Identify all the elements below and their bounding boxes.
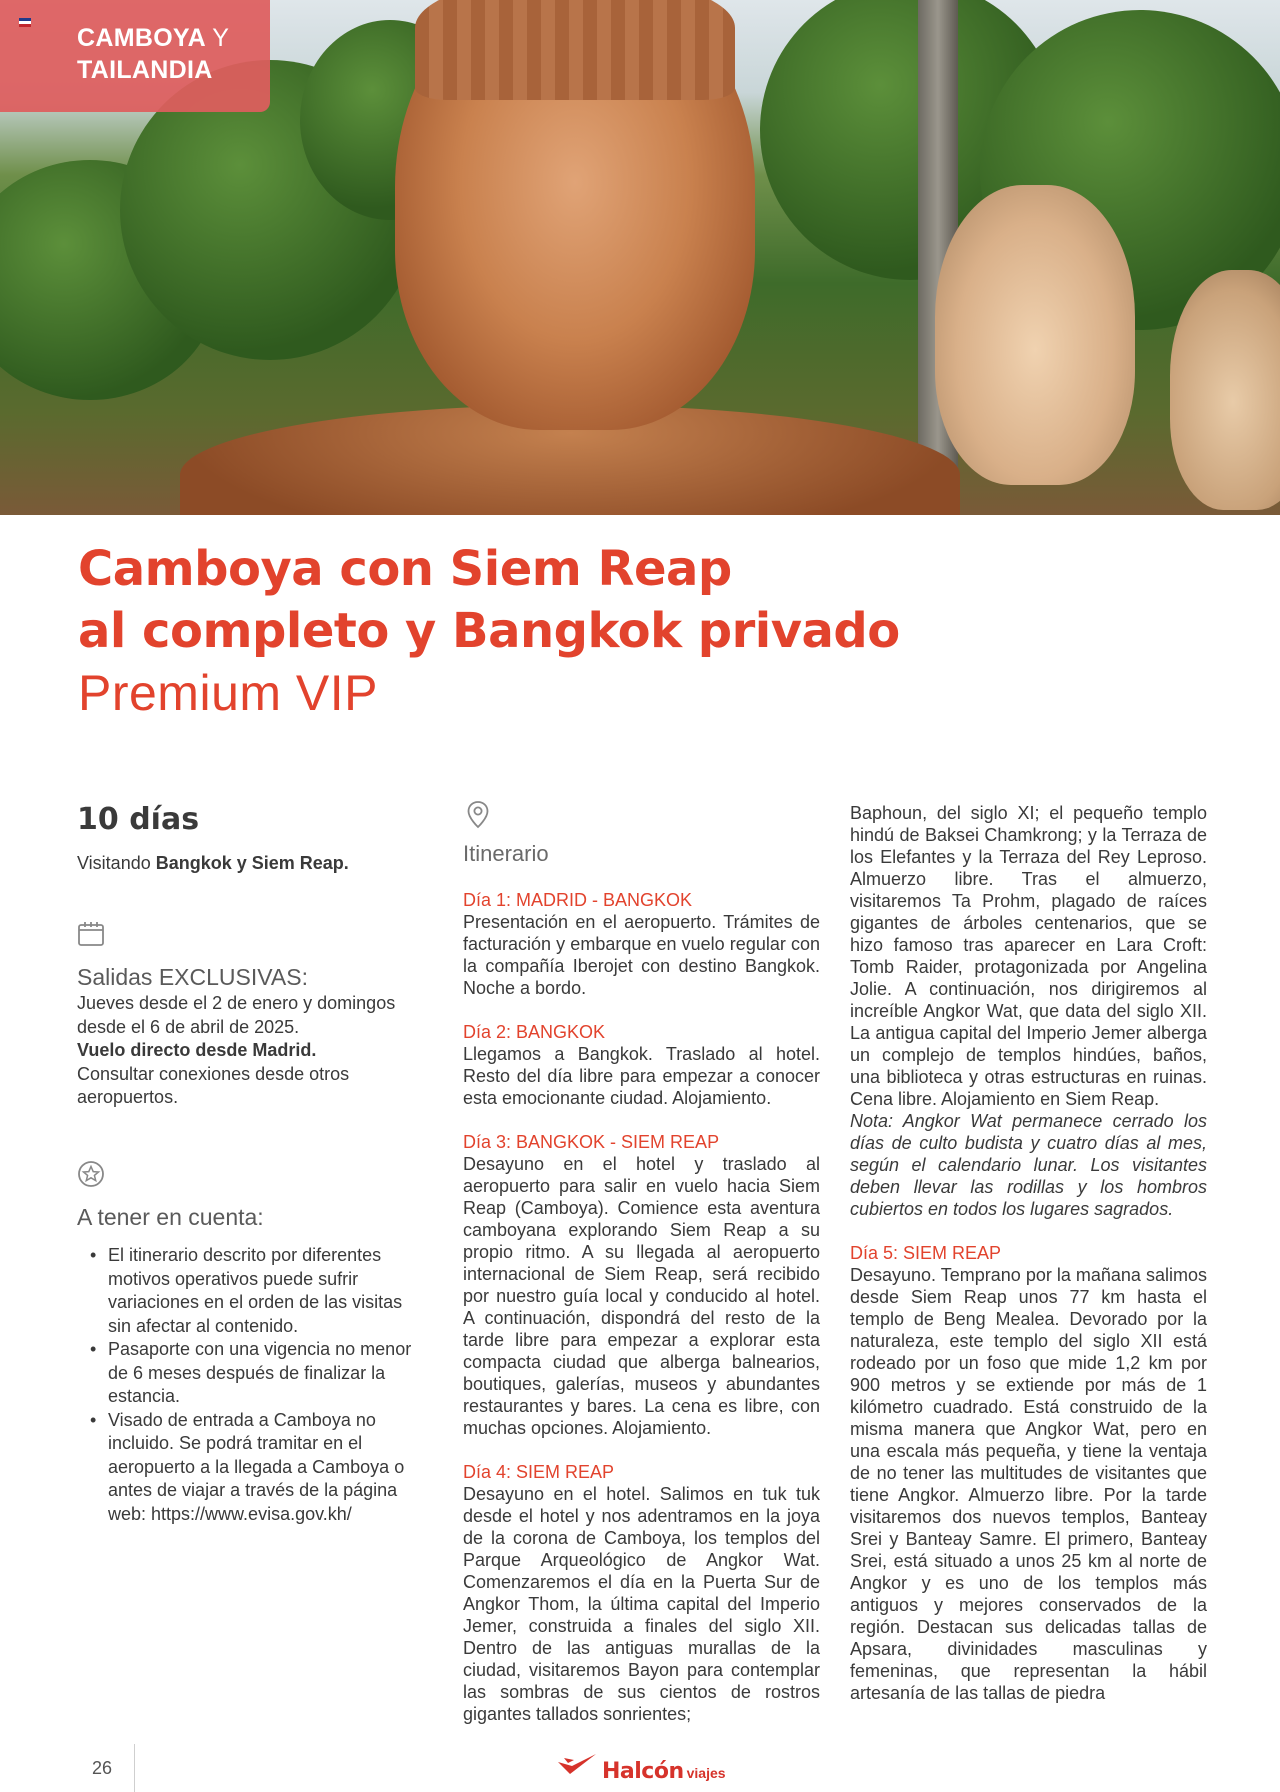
itinerary-column-1 xyxy=(463,800,820,1747)
day-1-heading: Día 1: MADRID - BANGKOK xyxy=(463,890,693,910)
category-country-2: TAILANDIA xyxy=(77,56,213,84)
itinerary-column-2 xyxy=(850,802,1207,1726)
note-item: • Pasaporte con una vigencia no menor de 6 meses después de finalizar la estancia. xyxy=(108,1338,417,1409)
day-4-note: Nota: Angkor Wat permanece cerrado los días de culto budista y cuatro días al mes, según el calendario lunar. Los visitantes deben llevar las rodillas y los hombros cubiertos en todos los lugares sagrados. xyxy=(850,1111,1207,1219)
day-1-text: Presentación en el aeropuerto. Trámites de facturación y embarque en vuelo regular con la compañía Iberojet con destino Bangkok. Noche a bordo. xyxy=(463,912,820,998)
title-line-1: Camboya con Siem Reap xyxy=(78,541,732,597)
day-4-heading: Día 4: SIEM REAP xyxy=(463,1462,615,1482)
notes-list xyxy=(77,1244,417,1526)
category-tag xyxy=(0,0,270,112)
visiting-prefix: Visitando xyxy=(77,853,156,873)
trip-summary-column xyxy=(77,790,417,1526)
brand-logo xyxy=(556,1752,726,1784)
departures-direct-flight: Vuelo directo desde Madrid. xyxy=(77,1040,317,1060)
note-item: • Visado de entrada a Camboya no incluido. Se podrá tramitar en el aeropuerto a la llegada a Camboya o antes de viajar a través de la página web: https://www.evisa.gov.kh/ xyxy=(108,1409,417,1527)
day-4-text: Desayuno en el hotel. Salimos en tuk tuk desde el hotel y nos adentramos en la joya de la corona de Camboya, los templos del Parque Arqueológico de Angkor Wat. Comenzaremos el día en la Puerta Sur de Angkor Thom, la última capital del Imperio Jemer, construida a finales del siglo XII. Dentro de las antiguas murallas de la ciudad, visitaremos Bayon para contemplar las sombras de sus cientos de rostros gigantes tallados sonrientes; xyxy=(463,1484,820,1724)
category-connector: Y xyxy=(212,24,230,52)
departures-title: Salidas EXCLUSIVAS: xyxy=(77,964,308,990)
visiting-line xyxy=(77,852,417,876)
departures-dates: Jueves desde el 2 de enero y domingos desde el 6 de abril de 2025. xyxy=(77,993,396,1037)
brand-name: Halcón xyxy=(602,1759,684,1784)
trip-duration: 10 días xyxy=(77,802,200,837)
note-item: • El itinerario descrito por diferentes motivos operativos puede sufrir variaciones en el orden de las visitas sin afectar al contenido. xyxy=(108,1244,417,1338)
title-line-2: al completo y Bangkok privado xyxy=(78,603,900,659)
brand-suffix: viajes xyxy=(686,1765,726,1781)
day-3-heading: Día 3: BANGKOK - SIEM REAP xyxy=(463,1132,720,1152)
day-5-heading: Día 5: SIEM REAP xyxy=(850,1243,1002,1263)
page-number: 26 xyxy=(92,1758,113,1778)
location-pin-icon xyxy=(465,800,491,830)
day-3-text: Desayuno en el hotel y traslado al aeropuerto para salir en vuelo hacia Siem Reap (Camboya). Comience esta aventura camboyana explorando Siem Reap a su propio ritmo. A su llegada al aeropuerto internacional de Siem Reap, será recibido por nuestro guía local y conducido al hotel. A continuación, dispondrá del resto de la tarde libre para empezar a explorar esta compacta ciudad que alberga balnearios, boutiques, galerías, museos y abundantes restaurantes y bares. La cena es libre, con muchas opciones. Alojamiento. xyxy=(463,1154,820,1438)
footer-divider xyxy=(134,1744,135,1792)
notes-title: A tener en cuenta: xyxy=(77,1204,264,1230)
day-2-heading: Día 2: BANGKOK xyxy=(463,1022,606,1042)
category-country-1: CAMBOYA xyxy=(77,24,206,52)
visiting-places: Bangkok y Siem Reap. xyxy=(155,853,349,873)
page-subtitle: Premium VIP xyxy=(78,665,379,721)
star-icon xyxy=(77,1160,105,1188)
day-4-text-continued: Baphoun, del siglo XI; el pequeño templo hindú de Baksei Chamkrong; y la Terraza de los Elefantes y la Terraza del Rey Leproso. Almuerzo libre. Tras el almuerzo, visitaremos Ta Prohm, plagado de raíces gigantes de árboles centenarios, que se hizo famoso tras aparecer en Lara Croft: Tomb Raider, protagonizada por Angelina Jolie. A continuación, nos dirigiremos al increíble Angkor Wat, que data del siglo XII. La antigua capital del Imperio Jemer alberga un complejo de templos hindúes, baños, una biblioteca y otras estructuras en ruinas. Cena libre. Alojamiento en Siem Reap. xyxy=(850,803,1207,1109)
calendar-icon xyxy=(77,920,105,948)
day-2-text: Llegamos a Bangkok. Traslado al hotel. Resto del día libre para empezar a conocer esta emocionante ciudad. Alojamiento. xyxy=(463,1044,820,1108)
itinerary-title: Itinerario xyxy=(463,841,549,866)
halcon-wing-icon xyxy=(556,1752,598,1778)
flag-icon xyxy=(19,18,31,27)
page-title xyxy=(78,538,900,662)
day-5-text: Desayuno. Temprano por la mañana salimos desde Siem Reap unos 77 km hasta el templo de Beng Mealea. Devorado por la naturaleza, este templo del siglo XII está rodeado por un foso que mide 1,2 km por 900 metros y se extiende por más de 1 kilómetro cuadrado. Está construido de la misma manera que Angkor Wat, pero en una escala más pequeña, y tiene la ventaja de no tener las multitudes de visitantes que tiene Angkor. Almuerzo libre. Por la tarde visitaremos dos nuevos templos, Banteay Srei y Banteay Samre. El primero, Banteay Srei, está situado a unos 25 km al norte de Angkor y es uno de los templos más antiguos y mejores conservados de la región. Destacan sus delicadas tallas de Apsara, divinidades masculinas y femeninas, que representan la hábil artesanía de las tallas de piedra xyxy=(850,1265,1207,1703)
departures-connections: Consultar conexiones desde otros aeropuertos. xyxy=(77,1063,350,1107)
